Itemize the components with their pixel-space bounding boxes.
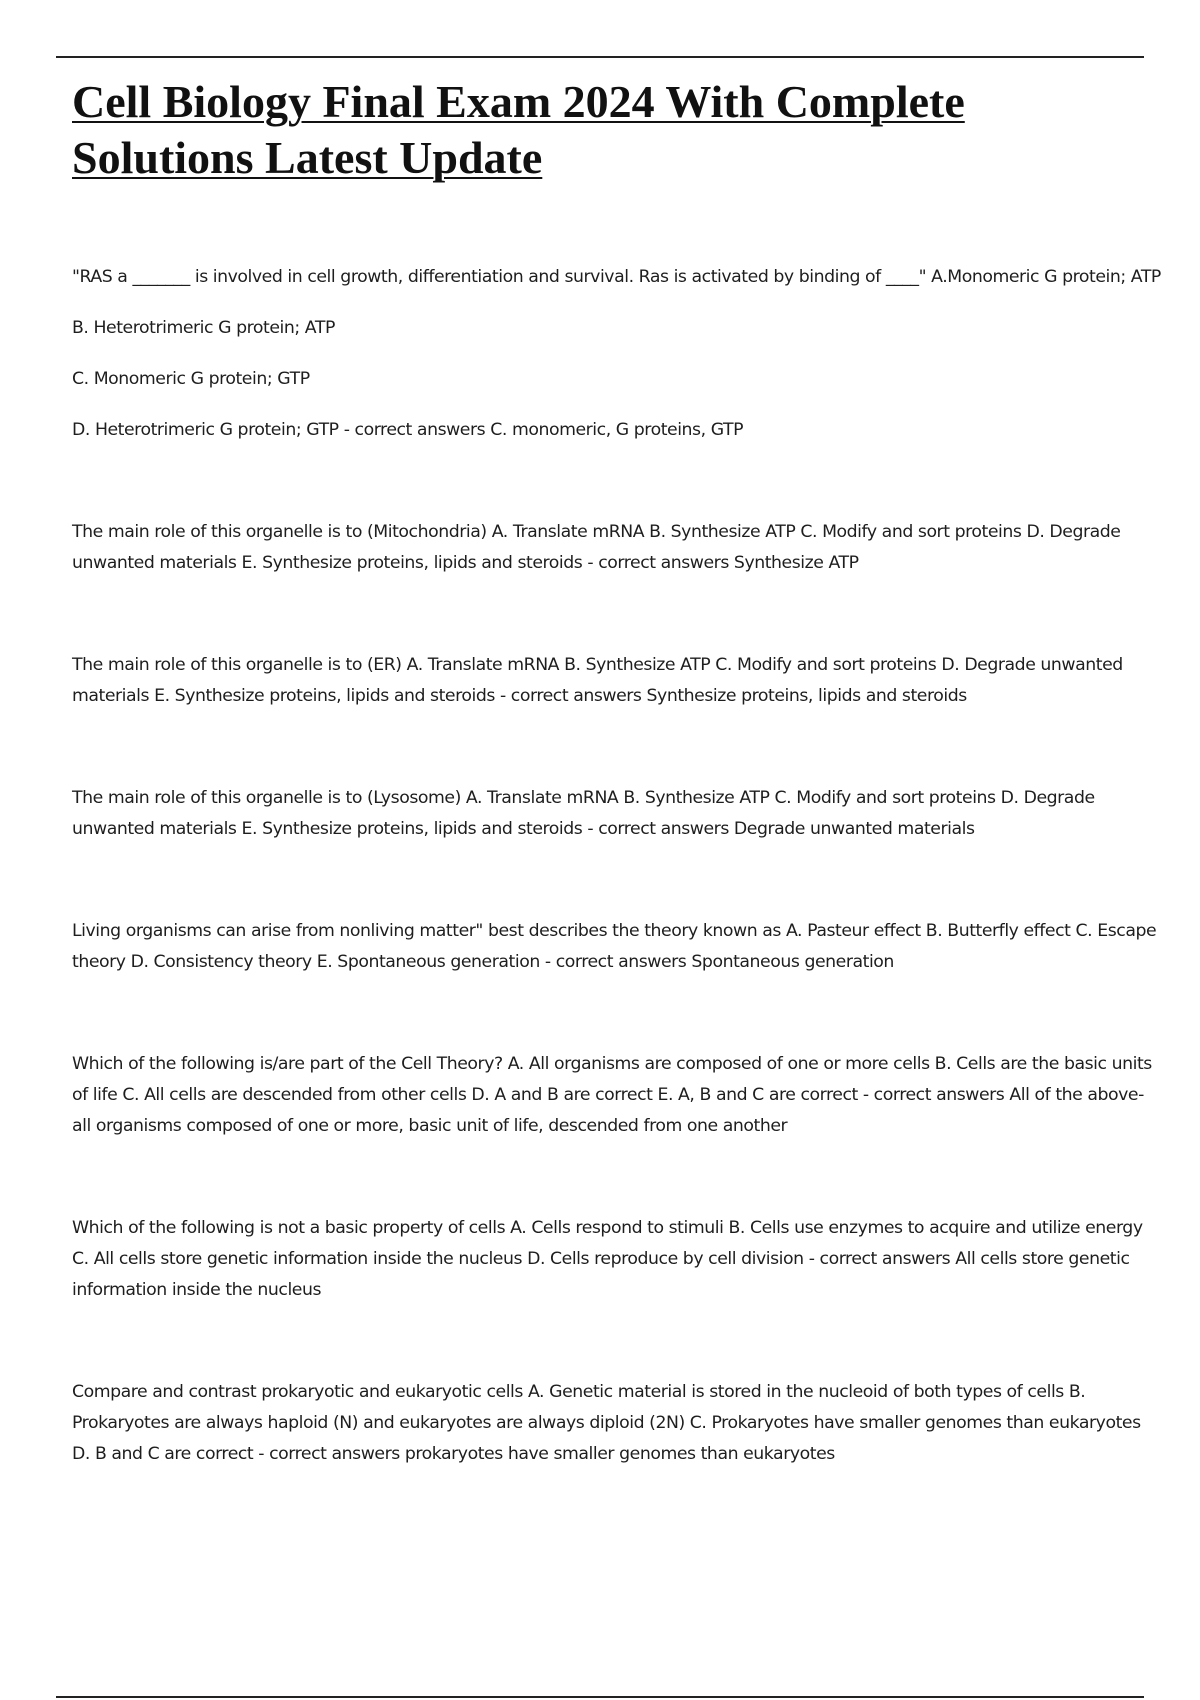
question-2: The main role of this organelle is to (Mitochondria) A. Translate mRNA B. Synthesize ATP C. Modify and sort proteins D. Degrade unwanted materials E. Synthesize proteins, lipids and steroids - correct answers Synthesize ATP (72, 522, 1121, 573)
title-line-1: Cell Biology Final Exam 2024 With Complete (72, 76, 965, 127)
question-1-stem: "RAS a _______ is involved in cell growth, differentiation and survival. Ras is activated by binding of ____" A.Monomeric G protein; ATP (72, 267, 1161, 287)
question-1-option-d: D. Heterotrimeric G protein; GTP - correct answers C. monomeric, G proteins, GTP (72, 420, 744, 440)
question-5: Living organisms can arise from nonliving matter" best describes the theory known as A. Pasteur effect B. Butterfly effect C. Escape theory D. Consistency theory E. Spontaneous generation - correct answers Spontaneous generation (72, 921, 1157, 972)
question-7: Which of the following is not a basic property of cells A. Cells respond to stimuli B. Cells use enzymes to acquire and utilize energy C. All cells store genetic information inside the nucleus D. Cells reproduce by cell division - correct answers All cells store genetic information inside the nucleus (72, 1218, 1143, 1300)
document-title (72, 74, 1132, 186)
title-line-2: Solutions Latest Update (72, 132, 543, 183)
question-1 (72, 262, 1162, 446)
bottom-rule (56, 1696, 1144, 1698)
question-4: The main role of this organelle is to (Lysosome) A. Translate mRNA B. Synthesize ATP C. Modify and sort proteins D. Degrade unwanted materials E. Synthesize proteins, lipids and steroids - correct answers Degrade unwanted materials (72, 788, 1095, 839)
question-6: Which of the following is/are part of the Cell Theory? A. All organisms are composed of one or more cells B. Cells are the basic units of life C. All cells are descended from other cells D. A and B are correct E. A, B and C are correct - correct answers All of the above- all organisms composed of one or more, basic unit of life, descended from one another (72, 1054, 1152, 1136)
question-3: The main role of this organelle is to (ER) A. Translate mRNA B. Synthesize ATP C. Modify and sort proteins D. Degrade unwanted materials E. Synthesize proteins, lipids and steroids - correct answers Synthesize proteins, lipids and steroids (72, 655, 1123, 706)
question-list (72, 262, 1162, 1470)
top-rule (56, 56, 1144, 58)
question-1-option-b: B. Heterotrimeric G protein; ATP (72, 318, 335, 338)
question-8: Compare and contrast prokaryotic and eukaryotic cells A. Genetic material is stored in the nucleoid of both types of cells B. Prokaryotes are always haploid (N) and eukaryotes are always diploid (2N) C. Prokaryotes have smaller genomes than eukaryotes D. B and C are correct - correct answers prokaryotes have smaller genomes than eukaryotes (72, 1382, 1141, 1464)
question-1-option-c: C. Monomeric G protein; GTP (72, 369, 310, 389)
